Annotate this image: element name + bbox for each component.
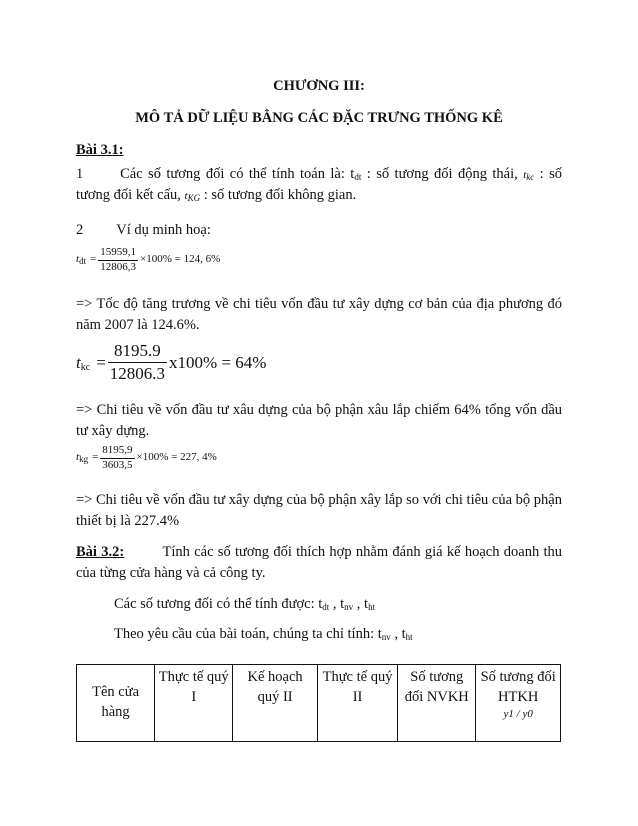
htkh-formula: y1 / y0 bbox=[503, 708, 533, 721]
item-1-text-b: : số tương đối động thái, bbox=[361, 166, 524, 182]
table-header-row bbox=[77, 665, 561, 742]
computable-ratios-line: Các số tương đối có thể tính được: $t_{dt}$ , $t_{nv}$ , $t_{ht}$ bbox=[114, 596, 376, 612]
eq1-fraction bbox=[98, 246, 138, 275]
eq3-rest: ×100% = 227, 4% bbox=[136, 451, 217, 464]
equation-tkc bbox=[76, 340, 562, 385]
eq2-equals: = bbox=[96, 352, 106, 372]
item-2-number: 2 bbox=[76, 222, 84, 238]
eq1-numerator: 15959,1 bbox=[98, 246, 138, 261]
header-htkh: Số tương đối HTKH y1 / y0 bbox=[476, 665, 561, 742]
exercise-3-2-heading: Bài 3.2: bbox=[76, 544, 125, 560]
eq2-lhs: $t_{kc}$ bbox=[76, 352, 91, 373]
exercise-3-2-text: Tính các số tương đối thích hợp nhằm đánh giá kế hoạch doanh thu của từng cửa hàng và cả công ty. bbox=[76, 544, 563, 582]
equation-tdt bbox=[76, 246, 562, 275]
eq2-numerator: 8195.9 bbox=[108, 340, 167, 363]
header-store-name: Tên cửa hàng bbox=[77, 665, 155, 742]
item-2-text: Ví dụ minh hoạ: bbox=[116, 222, 211, 238]
eq2-denominator: 12806.3 bbox=[109, 364, 166, 384]
sub-dt: dt bbox=[354, 172, 362, 182]
eq3-numerator: 8195,9 bbox=[100, 444, 134, 459]
chapter-heading: CHƯƠNG III: bbox=[273, 78, 365, 94]
exercise-3-2-paragraph bbox=[76, 542, 562, 584]
eq3-lhs: $t_{kg}$ bbox=[76, 451, 89, 465]
required-ratios-line: Theo yêu cầu của bài toán, chúng ta chỉ tính: $t_{nv}$ , $t_{ht}$ bbox=[114, 626, 413, 642]
note-3: => Chi tiêu về vốn đầu tư xây dựng của bộ phận xây lắp so với chi tiêu của bộ phận thiết bị là 227.4% bbox=[76, 492, 562, 530]
note-2: => Chi tiêu về vốn đầu tư xâu dựng của bộ phận xâu lắp chiếm 64% tổng vốn dầu tư xây dựng. bbox=[76, 402, 562, 440]
equation-tkg bbox=[76, 444, 562, 473]
item-1-text-c: : số tương đối kết cấu, bbox=[76, 166, 563, 204]
note-1: => Tốc độ tăng trương về chi tiêu vốn đầu tư xây dựng cơ bản của địa phương đó năm 2007 là 124.6%. bbox=[76, 296, 562, 334]
eq2-rest: x100% = 64% bbox=[169, 352, 267, 372]
eq1-lhs: $t_{dt}$ bbox=[76, 253, 87, 267]
revenue-plan-table bbox=[76, 664, 561, 742]
header-actual-q2: Thực tế quý II bbox=[317, 665, 397, 742]
eq1-rest: ×100% = 124, 6% bbox=[140, 253, 221, 266]
eq1-denominator: 12806,3 bbox=[100, 260, 137, 273]
exercise-3-1-heading: Bài 3.1: bbox=[76, 142, 124, 158]
eq3-equals: = bbox=[92, 451, 99, 464]
header-nvkh: Số tương đối NVKH bbox=[398, 665, 476, 742]
item-1-text-a: Các số tương đối có thể tính toán là: t bbox=[120, 166, 355, 182]
sym-kc: $t_{kc}$ bbox=[523, 169, 535, 182]
item-1-number: 1 bbox=[76, 166, 84, 182]
item-2-paragraph bbox=[76, 220, 562, 241]
header-actual-q1: Thực tế quý I bbox=[155, 665, 233, 742]
chapter-title: MÔ TẢ DỮ LIỆU BẰNG CÁC ĐẶC TRƯNG THỐNG KÊ bbox=[135, 110, 503, 126]
item-1-paragraph bbox=[76, 164, 562, 206]
eq2-fraction bbox=[108, 340, 167, 385]
eq1-equals: = bbox=[90, 253, 97, 266]
header-plan-q2: Kế hoạch quý II bbox=[233, 665, 318, 742]
eq3-denominator: 3603,5 bbox=[102, 458, 133, 471]
item-1-text-d: : số tương đối không gian. bbox=[200, 187, 357, 204]
sym-kg: $t_{KG}$ bbox=[184, 190, 201, 204]
eq3-fraction bbox=[100, 444, 134, 473]
